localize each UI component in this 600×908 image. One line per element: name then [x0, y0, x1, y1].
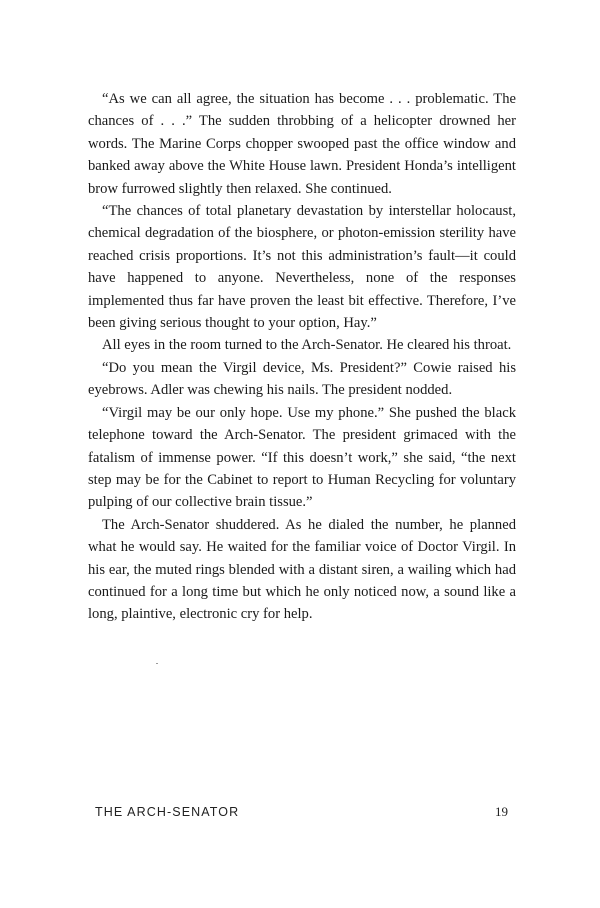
body-text [88, 88, 516, 626]
paragraph: “Virgil may be our only hope. Use my phone.” She pushed the black telephone toward the Arch-Senator. The president grimaced with the fatalism of immense power. “If this doesn’t work,” she said, “the next step may be for the Cabinet to report to Human Recycling for voluntary pulping of our collective brain tissue.” [88, 404, 516, 511]
paragraph: All eyes in the room turned to the Arch-Senator. He cleared his throat. [102, 337, 512, 354]
page-number: 19 [495, 804, 508, 819]
running-title: THE ARCH-SENATOR [95, 805, 240, 819]
scan-speck [156, 663, 158, 664]
paragraph: “As we can all agree, the situation has become . . . problematic. The chances of . . .” The sudden throbbing of a helicopter drowned her words. The Marine Corps chopper swooped past the office window and banked away above the White House lawn. President Honda’s intelligent brow furrowed slightly then relaxed. She continued. [88, 91, 516, 197]
paragraph: The Arch-Senator shuddered. As he dialed the number, he planned what he would say. He waited for the familiar voice of Doctor Virgil. In his ear, the muted rings blended with a distant siren, a wailing which had continued for a long time but which he only noticed now, a sound like a long, plaintive, electronic cry for help. [88, 516, 516, 623]
paragraph: “Do you mean the Virgil device, Ms. President?” Cowie raised his eyebrows. Adler was chewing his nails. The president nodded. [88, 359, 516, 399]
paragraph: “The chances of total planetary devastation by interstellar holocaust, chemical degradation of the biosphere, or photon-emission sterility have reached crisis proportions. It’s not this administration’s fault—it could have happened to anyone. Nevertheless, none of the responses implemented thus far have proven the least bit effective. Therefore, I’ve been giving serious thought to your option, Hay.” [88, 203, 516, 332]
